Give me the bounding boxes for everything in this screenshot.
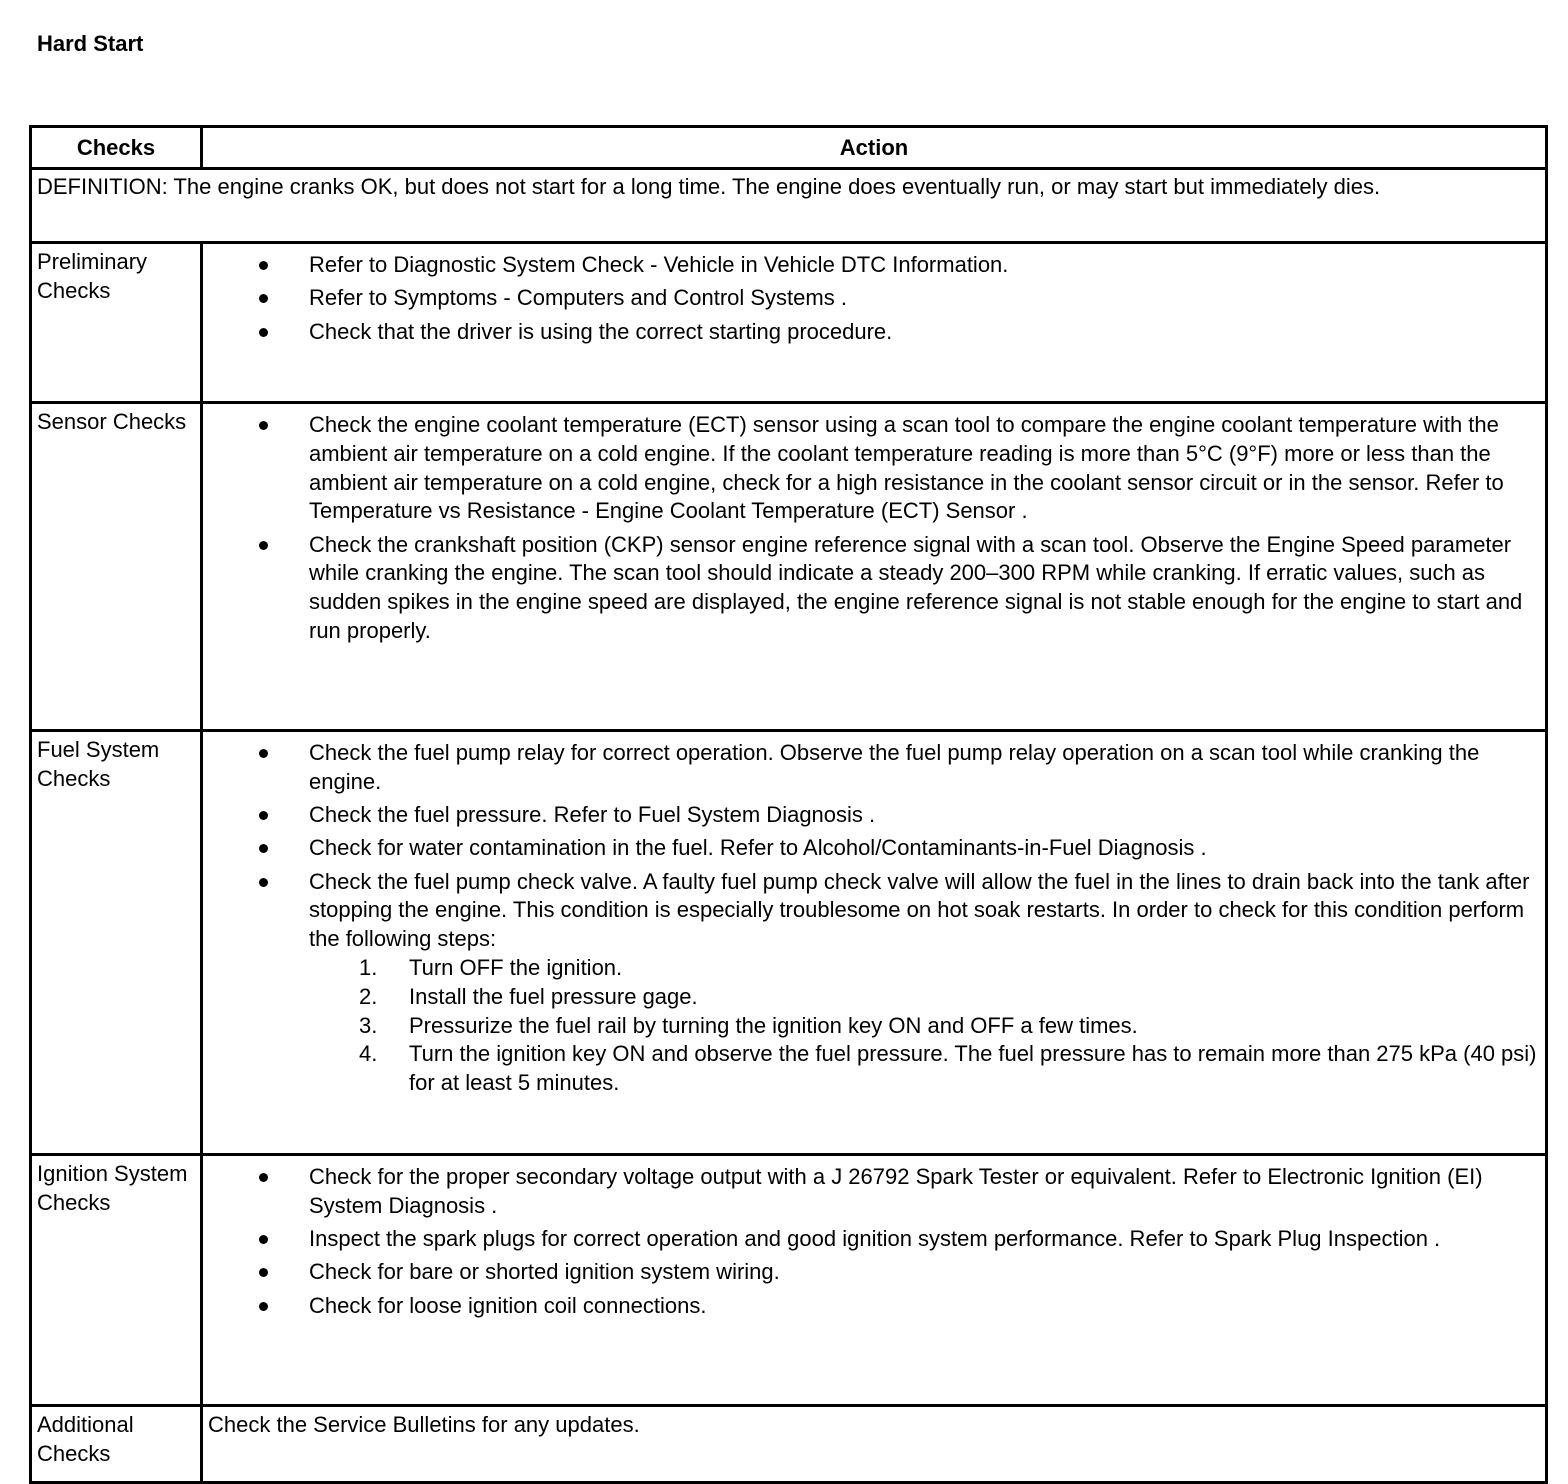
action-bullet-list xyxy=(203,1163,1541,1320)
action-bullet: Refer to Symptoms - Computers and Control Systems . xyxy=(203,284,1541,313)
action-cell xyxy=(202,403,1547,731)
check-label: Preliminary Checks xyxy=(31,243,202,403)
step-number: 1. xyxy=(359,955,378,981)
table-row-sensor-checks xyxy=(31,403,1547,731)
step-list xyxy=(309,954,1541,1098)
action-bullet-with-steps xyxy=(203,868,1541,1098)
definition-row xyxy=(31,169,1547,243)
step-item xyxy=(309,954,1541,983)
action-bullet-list xyxy=(203,739,1541,1098)
table-row-preliminary-checks xyxy=(31,243,1547,403)
action-bullet: Refer to Diagnostic System Check - Vehicle in Vehicle DTC Information. xyxy=(203,251,1541,280)
table-row-ignition-system-checks xyxy=(31,1155,1547,1406)
action-bullet: Check that the driver is using the correct starting procedure. xyxy=(203,318,1541,347)
table-row-fuel-system-checks xyxy=(31,731,1547,1155)
action-cell xyxy=(202,731,1547,1155)
action-bullet: Check the crankshaft position (CKP) sensor engine reference signal with a scan tool. Observe the Engine Speed parameter while cranking the engine. The scan tool should indicate a steady 200–300 RPM while cranking. If erratic values, such as sudden spikes in the engine speed are displayed, the engine reference signal is not stable enough for the engine to start and run properly. xyxy=(203,531,1541,646)
step-text: Turn the ignition key ON and observe the fuel pressure. The fuel pressure has to remain more than 275 kPa (40 psi) for at least 5 minutes. xyxy=(409,1041,1537,1096)
step-number: 2. xyxy=(359,983,378,1009)
action-bullet: Check for water contamination in the fuel. Refer to Alcohol/Contaminants-in-Fuel Diagnosis . xyxy=(203,834,1541,863)
table-row-additional-checks xyxy=(31,1406,1547,1483)
action-bullet: Check for the proper secondary voltage output with a J 26792 Spark Tester or equivalent. Refer to Electronic Ignition (EI) System Diagnosis . xyxy=(203,1163,1541,1221)
step-item xyxy=(309,983,1541,1012)
action-bullet: Check for loose ignition coil connections. xyxy=(203,1292,1541,1321)
column-header-checks: Checks xyxy=(31,127,202,169)
action-bullet: Check the engine coolant temperature (ECT) sensor using a scan tool to compare the engine coolant temperature with the ambient air temperature on a cold engine. If the coolant temperature reading is more than 5°C (9°F) more or less than the ambient air temperature on a cold engine, check for a high resistance in the coolant sensor circuit or in the sensor. Refer to Temperature vs Resistance - Engine Coolant Temperature (ECT) Sensor . xyxy=(203,411,1541,526)
action-bullet: Check the fuel pump relay for correct operation. Observe the fuel pump relay operation on a scan tool while cranking the engine. xyxy=(203,739,1541,797)
action-bullet: Check the fuel pressure. Refer to Fuel System Diagnosis . xyxy=(203,801,1541,830)
check-label: Sensor Checks xyxy=(31,403,202,731)
action-bullet-list xyxy=(203,251,1541,346)
step-text: Pressurize the fuel rail by turning the ignition key ON and OFF a few times. xyxy=(409,1012,1138,1038)
action-cell: Check the Service Bulletins for any updates. xyxy=(202,1406,1547,1483)
step-item xyxy=(309,1012,1541,1041)
action-bullet-list xyxy=(203,411,1541,646)
definition-text: DEFINITION: The engine cranks OK, but does not start for a long time. The engine does eventually run, or may start but immediately dies. xyxy=(31,169,1547,243)
action-cell xyxy=(202,1155,1547,1406)
step-text: Turn OFF the ignition. xyxy=(409,955,623,981)
action-bullet: Check for bare or shorted ignition system wiring. xyxy=(203,1258,1541,1287)
column-header-action: Action xyxy=(202,127,1547,169)
action-cell xyxy=(202,243,1547,403)
step-item xyxy=(309,1040,1541,1098)
page-title: Hard Start xyxy=(37,31,144,56)
check-label: Ignition System Checks xyxy=(31,1155,202,1406)
step-number: 4. xyxy=(359,1041,378,1067)
step-number: 3. xyxy=(359,1012,378,1038)
table-header-row xyxy=(31,127,1547,169)
check-label: Fuel System Checks xyxy=(31,731,202,1155)
hard-start-checks-table xyxy=(29,125,1548,1484)
action-bullet-text: Check the fuel pump check valve. A faulty fuel pump check valve will allow the fuel in the lines to drain back into the tank after stopping the engine. This condition is especially troublesome on hot soak restarts. In order to check for this condition perform the following steps: xyxy=(309,868,1530,952)
step-text: Install the fuel pressure gage. xyxy=(409,983,698,1009)
check-label: Additional Checks xyxy=(31,1406,202,1483)
action-bullet: Inspect the spark plugs for correct operation and good ignition system performance. Refer to Spark Plug Inspection . xyxy=(203,1225,1541,1254)
